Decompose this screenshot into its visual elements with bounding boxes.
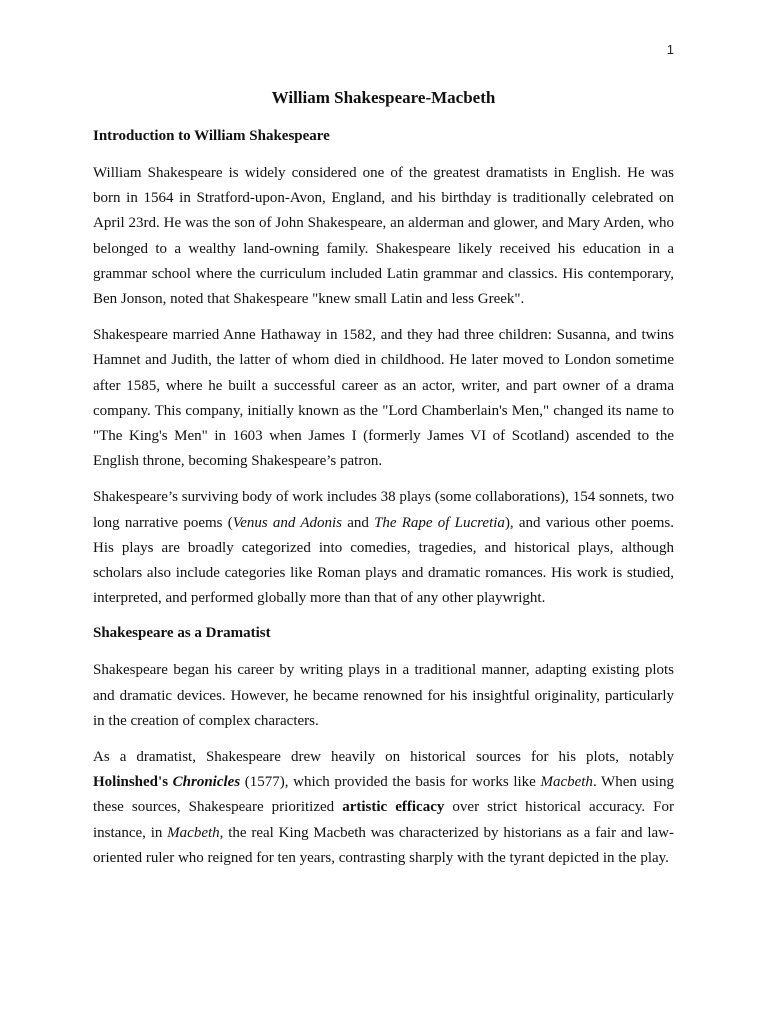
bold-text-holinsheds: Holinshed's [93,774,173,791]
italic-title-macbeth: Macbeth [167,824,220,841]
document-body [93,86,674,882]
text-run: and [342,514,375,531]
text-run: , the real King Macbeth was characterized by historians as a fair and law-oriented ruler who reigned for ten years, contrasting sharply with the tyrant depicted in the play. [93,824,674,866]
text-run: over strict historical accuracy. For instance, in [93,799,674,841]
italic-title-macbeth: Macbeth [540,774,593,791]
italic-title-rape-of-lucretia: The Rape of Lucretia [374,514,505,531]
italic-title-venus-and-adonis: Venus and Adonis [232,514,343,531]
text-run: (1577), which provided the basis for works like [240,774,541,791]
paragraph-dramatist-2 [93,745,674,871]
text-run: ), and various other poems. His plays are broadly categorized into comedies, tragedies, and historical plays, although scholars also include categories like Roman plays and dramatic romances. His work is studied, interpreted, and performed globally more than that of any other playwright. [93,514,675,607]
text-run: As a dramatist, Shakespeare drew heavily on historical sources for his plots, notably [93,749,674,766]
paragraph-intro-1: William Shakespeare is widely considered one of the greatest dramatists in English. He was born in 1564 in Stratford-upon-Avon, England, and his birthday is traditionally celebrated on April 23rd. He was the son of John Shakespeare, an alderman and glower, and Mary Arden, who belonged to a wealthy land-owning family. Shakespeare likely received his education in a grammar school where the curriculum included Latin grammar and classics. His contemporary, Ben Jonson, noted that Shakespeare "knew small Latin and less Greek". [93,165,674,308]
bold-italic-title-chronicles: Chronicles [172,774,241,791]
document-title: William Shakespeare-Macbeth [271,88,496,107]
paragraph-intro-3 [93,485,674,611]
bold-text-artistic-efficacy: artistic efficacy [342,799,445,816]
text-run: . When using these sources, Shakespeare prioritized [93,774,674,816]
section-heading-introduction: Introduction to William Shakespeare [93,128,330,144]
page-number: 1 [666,42,674,57]
text-run: Shakespeare’s surviving body of work includes 38 plays (some collaborations), 154 sonnets, two long narrative poems ( [93,489,674,531]
paragraph-dramatist-1: Shakespeare began his career by writing plays in a traditional manner, adapting existing plots and dramatic devices. However, he became renowned for his insightful originality, particularly in the creation of complex characters. [93,662,674,729]
section-heading-dramatist: Shakespeare as a Dramatist [93,625,271,642]
paragraph-intro-2: Shakespeare married Anne Hathaway in 1582, and they had three children: Susanna, and twins Hamnet and Judith, the latter of whom died in childhood. He later moved to London sometime after 1585, where he built a successful career as an actor, writer, and part owner of a drama company. This company, initially known as the "Lord Chamberlain's Men," changed its name to "The King's Men" in 1603 when James I (formerly James VI of Scotland) ascended to the English throne, becoming Shakespeare’s patron. [93,327,674,470]
